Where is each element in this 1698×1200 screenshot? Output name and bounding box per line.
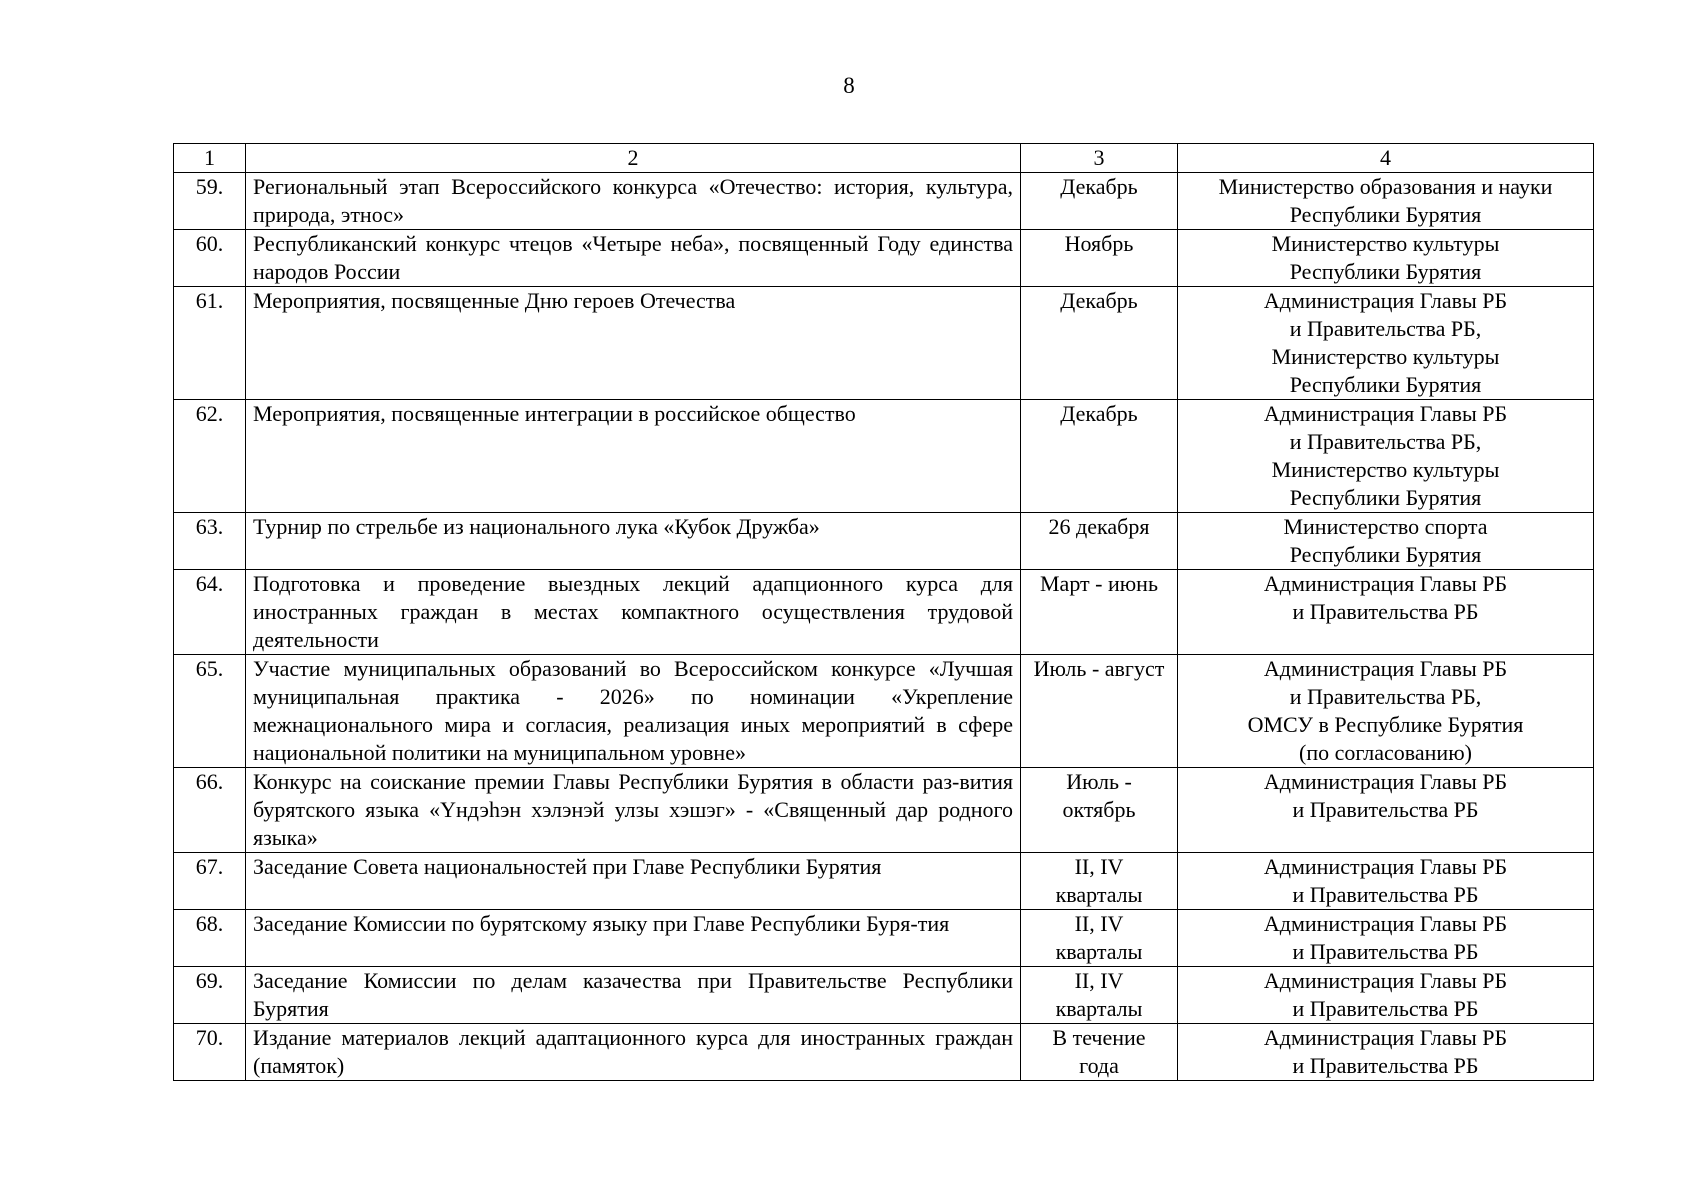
term-line: В течение xyxy=(1052,1025,1146,1050)
table-row xyxy=(174,910,1594,967)
event-term xyxy=(1021,230,1178,287)
table-row xyxy=(174,570,1594,655)
row-number: 65. xyxy=(174,655,246,768)
row-number: 67. xyxy=(174,853,246,910)
page-number: 8 xyxy=(843,73,855,98)
responsible-party xyxy=(1178,570,1594,655)
term-line: II, IV xyxy=(1074,854,1124,879)
event-term xyxy=(1021,570,1178,655)
responsible-party xyxy=(1178,400,1594,513)
responsible-line: Министерство образования и науки xyxy=(1218,174,1553,199)
table-row xyxy=(174,230,1594,287)
event-term xyxy=(1021,768,1178,853)
row-number: 63. xyxy=(174,513,246,570)
responsible-line: и Правительства РБ, xyxy=(1289,429,1482,454)
table-header xyxy=(174,144,1594,173)
row-number: 61. xyxy=(174,287,246,400)
responsible-party xyxy=(1178,768,1594,853)
event-name: Республиканский конкурс чтецов «Четыре неба», посвященный Году единства народов России xyxy=(246,230,1021,287)
table-row xyxy=(174,768,1594,853)
term-line: Декабрь xyxy=(1060,174,1138,199)
responsible-party xyxy=(1178,173,1594,230)
event-name: Издание материалов лекций адаптационного курса для иностранных граждан (памяток) xyxy=(246,1024,1021,1081)
event-term xyxy=(1021,287,1178,400)
event-term xyxy=(1021,1024,1178,1081)
responsible-line: и Правительства РБ, xyxy=(1289,684,1482,709)
term-line: Июль - август xyxy=(1033,656,1165,681)
responsible-line: и Правительства РБ xyxy=(1292,599,1479,624)
responsible-line: Республики Бурятия xyxy=(1289,485,1482,510)
responsible-party xyxy=(1178,287,1594,400)
responsible-line: Администрация Главы РБ xyxy=(1263,288,1508,313)
responsible-line: Администрация Главы РБ xyxy=(1263,571,1508,596)
event-term xyxy=(1021,173,1178,230)
term-line: кварталы xyxy=(1055,996,1143,1021)
events-table xyxy=(173,143,1594,1081)
term-line: октябрь xyxy=(1062,797,1136,822)
event-name: Мероприятия, посвященные Дню героев Отечества xyxy=(246,287,1021,400)
row-number: 60. xyxy=(174,230,246,287)
row-number: 70. xyxy=(174,1024,246,1081)
responsible-line: ОМСУ в Республике Бурятия xyxy=(1247,712,1524,737)
responsible-line: и Правительства РБ, xyxy=(1289,316,1482,341)
responsible-line: Республики Бурятия xyxy=(1289,259,1482,284)
responsible-party xyxy=(1178,1024,1594,1081)
responsible-line: Администрация Главы РБ xyxy=(1263,401,1508,426)
event-term xyxy=(1021,910,1178,967)
responsible-party xyxy=(1178,967,1594,1024)
responsible-line: Республики Бурятия xyxy=(1289,202,1482,227)
responsible-line: Республики Бурятия xyxy=(1289,372,1482,397)
header-col-3: 3 xyxy=(1021,144,1178,173)
row-number: 64. xyxy=(174,570,246,655)
responsible-line: и Правительства РБ xyxy=(1292,939,1479,964)
responsible-line: и Правительства РБ xyxy=(1292,996,1479,1021)
term-line: года xyxy=(1079,1053,1119,1078)
header-col-2: 2 xyxy=(246,144,1021,173)
table-row xyxy=(174,513,1594,570)
event-name: Конкурс на соискание премии Главы Республики Бурятия в области раз-вития бурятского языка «Үндэһэн хэлэнэй улзы хэшэг» - «Священный дар родного языка» xyxy=(246,768,1021,853)
responsible-line: (по согласованию) xyxy=(1299,740,1472,765)
event-name: Заседание Комиссии по делам казачества при Правительстве Республики Бурятия xyxy=(246,967,1021,1024)
responsible-line: Администрация Главы РБ xyxy=(1263,769,1508,794)
event-name: Мероприятия, посвященные интеграции в российское общество xyxy=(246,400,1021,513)
table-row xyxy=(174,1024,1594,1081)
responsible-line: Республики Бурятия xyxy=(1289,542,1482,567)
header-row xyxy=(174,144,1594,173)
row-number: 66. xyxy=(174,768,246,853)
event-term xyxy=(1021,655,1178,768)
event-name: Турнир по стрельбе из национального лука «Кубок Дружба» xyxy=(246,513,1021,570)
responsible-line: Министерство культуры xyxy=(1271,231,1500,256)
term-line: кварталы xyxy=(1055,882,1143,907)
event-name: Участие муниципальных образований во Всероссийском конкурсе «Лучшая муниципальная практика - 2026» по номинации «Укрепление межнационального мира и согласия, реализация иных мероприятий в сфере национальной политики на муниципальном уровне» xyxy=(246,655,1021,768)
row-number: 69. xyxy=(174,967,246,1024)
event-term xyxy=(1021,513,1178,570)
event-name: Заседание Совета национальностей при Главе Республики Бурятия xyxy=(246,853,1021,910)
responsible-party xyxy=(1178,655,1594,768)
table-row xyxy=(174,287,1594,400)
term-line: Декабрь xyxy=(1060,288,1138,313)
table-row xyxy=(174,655,1594,768)
header-col-1: 1 xyxy=(174,144,246,173)
term-line: кварталы xyxy=(1055,939,1143,964)
header-col-4: 4 xyxy=(1178,144,1594,173)
row-number: 59. xyxy=(174,173,246,230)
responsible-line: Министерство спорта xyxy=(1283,514,1488,539)
term-line: Декабрь xyxy=(1060,401,1138,426)
responsible-party xyxy=(1178,230,1594,287)
term-line: II, IV xyxy=(1074,968,1124,993)
responsible-line: Администрация Главы РБ xyxy=(1263,854,1508,879)
responsible-line: Администрация Главы РБ xyxy=(1263,1025,1508,1050)
table-row xyxy=(174,400,1594,513)
event-name: Региональный этап Всероссийского конкурса «Отечество: история, культура, природа, этнос» xyxy=(246,173,1021,230)
table-row xyxy=(174,173,1594,230)
event-term xyxy=(1021,853,1178,910)
row-number: 68. xyxy=(174,910,246,967)
row-number: 62. xyxy=(174,400,246,513)
event-term xyxy=(1021,400,1178,513)
term-line: II, IV xyxy=(1074,911,1124,936)
event-term xyxy=(1021,967,1178,1024)
table-row xyxy=(174,853,1594,910)
responsible-line: Министерство культуры xyxy=(1271,457,1500,482)
responsible-line: Администрация Главы РБ xyxy=(1263,968,1508,993)
term-line: 26 декабря xyxy=(1048,514,1150,539)
responsible-party xyxy=(1178,513,1594,570)
term-line: Март - июнь xyxy=(1040,571,1158,596)
responsible-line: и Правительства РБ xyxy=(1292,797,1479,822)
table-body xyxy=(174,173,1594,1081)
table-row xyxy=(174,967,1594,1024)
responsible-party xyxy=(1178,910,1594,967)
responsible-line: и Правительства РБ xyxy=(1292,1053,1479,1078)
event-name: Заседание Комиссии по бурятскому языку при Главе Республики Буря-тия xyxy=(246,910,1021,967)
event-name: Подготовка и проведение выездных лекций адапционного курса для иностранных граждан в местах компактного осуществления трудовой деятельности xyxy=(246,570,1021,655)
responsible-party xyxy=(1178,853,1594,910)
responsible-line: Администрация Главы РБ xyxy=(1263,656,1508,681)
term-line: Июль - xyxy=(1066,769,1132,794)
responsible-line: Министерство культуры xyxy=(1271,344,1500,369)
term-line: Ноябрь xyxy=(1064,231,1134,256)
responsible-line: Администрация Главы РБ xyxy=(1263,911,1508,936)
responsible-line: и Правительства РБ xyxy=(1292,882,1479,907)
